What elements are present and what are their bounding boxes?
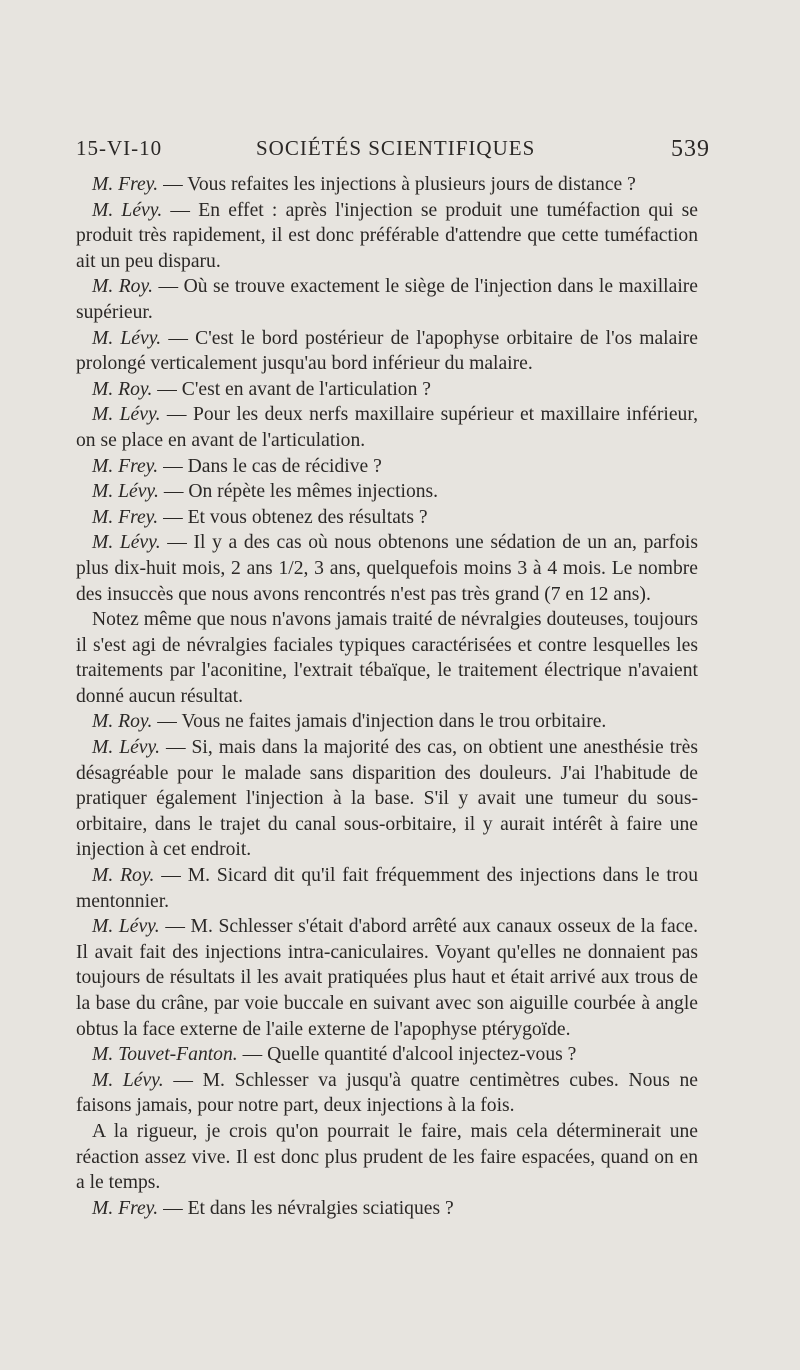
speaker-name: M. Roy. — [92, 276, 153, 298]
paragraph-text: — On répète les mêmes injections. — [158, 481, 439, 503]
paragraph — [76, 1068, 698, 1119]
paragraph — [76, 1042, 698, 1068]
paragraph — [76, 709, 698, 735]
speaker-name: M. Frey. — [92, 174, 159, 195]
running-header — [76, 136, 710, 168]
speaker-name: M. Lévy. — [92, 737, 160, 759]
speaker-name: M. Frey. — [92, 506, 159, 528]
paragraph-text: — En effet : après l'injection se produit une tuméfaction qui se produit très rapidement, il est donc préférable d'attendre que cette tuméfaction ait un peu disparu. — [76, 199, 698, 272]
speaker-name: M. Lévy. — [92, 481, 159, 503]
header-date: 15-VI-10 — [76, 136, 163, 160]
paragraph — [76, 479, 698, 505]
speaker-name: M. Lévy. — [92, 404, 161, 426]
paragraph-text: — M. Schlesser s'était d'abord arrêté aux canaux osseux de la face. Il avait fait des injections intra-caniculaires. Voyant qu'elles ne donnaient pas toujours de résultats il les avait pratiquées plus haut et était arrivé aux trous de la base du crâne, par voie buccale en suivant avec son aiguille courbée à angle obtus la face externe de l'aile externe de l'apophyse ptérygoïde. — [76, 916, 698, 1040]
page-number: 539 — [671, 136, 710, 162]
paragraph-text: — C'est en avant de l'articulation ? — [152, 378, 431, 400]
paragraph — [76, 607, 698, 709]
paragraph-text: — Vous ne faites jamais d'injection dans le trou orbitaire. — [152, 711, 607, 733]
paragraph — [76, 914, 698, 1042]
paragraph — [76, 735, 698, 863]
paragraph — [76, 1196, 698, 1222]
paragraph-text: — Où se trouve exactement le siège de l'injection dans le maxillaire supérieur. — [76, 276, 698, 323]
paragraph — [76, 326, 698, 377]
speaker-name: M. Roy. — [92, 711, 153, 733]
paragraph-text: — Quelle quantité d'alcool injectez-vous ? — [237, 1044, 577, 1066]
speaker-name: M. Lévy. — [92, 199, 163, 221]
speaker-name: M. Frey. — [92, 1197, 159, 1219]
paragraph-text: — Dans le cas de récidive ? — [158, 455, 382, 477]
paragraph-text: — Pour les deux nerfs maxillaire supérieur et maxillaire inférieur, on se place en avant de l'articulation. — [76, 404, 698, 451]
header-section-title: SOCIÉTÉS SCIENTIFIQUES — [256, 136, 536, 160]
paragraph-text: — Vous refaites les injections à plusieurs jours de distance ? — [158, 174, 636, 195]
paragraph-text: — M. Schlesser va jusqu'à quatre centimètres cubes. Nous ne faisons jamais, pour notre part, deux injections à la fois. — [76, 1069, 698, 1117]
paragraph-text: — C'est le bord postérieur de l'apophyse orbitaire de l'os malaire prolongé verticalement jusqu'au bord inférieur du malaire. — [76, 327, 698, 375]
paragraph-text: Notez même que nous n'avons jamais traité de névralgies douteuses, toujours il s'est agi de névralgies faciales typiques caractérisées et contre lesquelles les traitements par l'aconitine, l'extrait tébaïque, le traitement électrique n'avaient donné aucun résultat. — [76, 609, 698, 707]
speaker-name: M. Lévy. — [92, 916, 160, 938]
paragraph-text: — Et dans les névralgies sciatiques ? — [158, 1197, 454, 1219]
paragraph — [76, 530, 698, 607]
paragraph-text: — Il y a des cas où nous obtenons une sédation de un an, parfois plus dix-huit mois, 2 ans 1/2, 3 ans, quelquefois moins 3 à 4 mois. Le nombre des insuccès que nous avons rencontrés n'est pas très grand (7 en 12 ans). — [76, 532, 698, 605]
paragraph — [76, 863, 698, 914]
speaker-name: M. Lévy. — [92, 1069, 164, 1091]
speaker-name: M. Lévy. — [92, 532, 161, 554]
paragraph-text: — Et vous obtenez des résultats ? — [158, 506, 428, 528]
paragraph — [76, 1119, 698, 1196]
paragraph — [76, 505, 698, 531]
speaker-name: M. Frey. — [92, 455, 159, 477]
paragraph — [76, 198, 698, 275]
paragraph — [76, 402, 698, 453]
speaker-name: M. Touvet-Fanton. — [92, 1044, 238, 1066]
paragraph — [76, 377, 698, 403]
paragraph — [76, 172, 698, 198]
paragraph-text: — M. Sicard dit qu'il fait fréquemment des injections dans le trou mentonnier. — [76, 865, 698, 912]
paragraph — [76, 454, 698, 480]
speaker-name: M. Lévy. — [92, 327, 162, 349]
paragraph — [76, 274, 698, 325]
body-text — [76, 172, 698, 1221]
speaker-name: M. Roy. — [92, 865, 155, 887]
speaker-name: M. Roy. — [92, 378, 153, 400]
paragraph-text: A la rigueur, je crois qu'on pourrait le faire, mais cela déterminerait une réaction assez vive. Il est donc plus prudent de les faire espacées, quand on en a le temps. — [76, 1120, 698, 1194]
paragraph-text: — Si, mais dans la majorité des cas, on obtient une anesthésie très désagréable pour le malade sans disparition des douleurs. J'ai l'habitude de pratiquer également l'injection à la base. S'il y avait une tumeur du sous-orbitaire, dans le trajet du canal sous-orbitaire, il y aurait intérêt à faire une injection à cet endroit. — [76, 737, 698, 861]
